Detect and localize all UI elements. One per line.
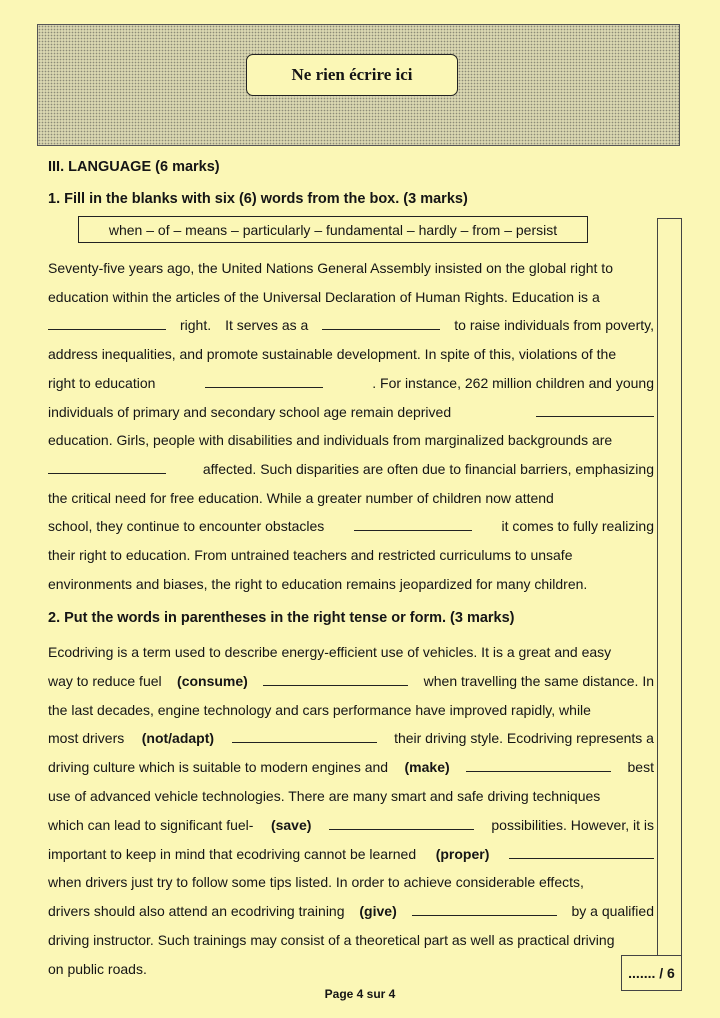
- text-segment: Ecodriving is a term used to describe energy-efficient use of vehicles. It is a great and easy: [48, 644, 612, 660]
- text-segment: right to education: [48, 374, 156, 391]
- section-title: III. LANGUAGE (6 marks): [48, 159, 220, 175]
- text-segment: the critical need for free education. While a greater number of children now attend: [48, 489, 554, 506]
- text-segment: use of advanced vehicle technologies. There are many smart and safe driving techniques: [48, 788, 601, 804]
- text-line: [48, 757, 654, 777]
- answer-blank[interactable]: [263, 671, 408, 686]
- text-line: [48, 642, 654, 662]
- text-segment: environments and biases, the right to education remains jeopardized for many children.: [48, 575, 588, 592]
- text-line: [48, 430, 654, 450]
- text-line: [48, 930, 654, 950]
- text-segment: the last decades, engine technology and cars performance have improved rapidly, while: [48, 701, 591, 718]
- text-segment: which can lead to significant fuel-: [48, 816, 254, 833]
- text-segment: education within the articles of the Universal Declaration of Human Rights. Education is a: [48, 288, 600, 305]
- text-segment: way to reduce fuel: [48, 672, 162, 689]
- answer-blank[interactable]: [48, 459, 166, 474]
- text-segment: when travelling the same distance. In: [423, 672, 654, 689]
- page-footer: Page 4 sur 4: [324, 987, 396, 1001]
- answer-blank[interactable]: [48, 315, 166, 330]
- text-segment: possibilities. However, it is: [491, 816, 654, 833]
- text-line: [48, 516, 654, 536]
- verb-prompt: (make): [404, 759, 450, 776]
- text-line: [48, 258, 654, 278]
- text-segment: their driving style. Ecodriving represents a: [394, 730, 654, 747]
- text-segment: important to keep in mind that ecodriving cannot be learned: [48, 845, 417, 862]
- text-line: [48, 959, 654, 979]
- text-line: [48, 700, 654, 720]
- answer-blank[interactable]: [322, 315, 440, 330]
- text-line: [48, 786, 654, 806]
- answer-blank[interactable]: [412, 901, 557, 916]
- do-not-write-banner: [37, 24, 680, 146]
- text-segment: their right to education. From untrained teachers and restricted curriculums to unsafe: [48, 547, 573, 563]
- text-line: [48, 872, 654, 892]
- text-line: [48, 373, 654, 393]
- text-segment: right.: [179, 317, 212, 334]
- text-segment: by a qualified: [571, 903, 654, 920]
- text-line: [48, 315, 654, 335]
- verb-prompt: (proper): [435, 845, 490, 862]
- text-segment: education. Girls, people with disabilities and individuals from marginalized backgrounds are: [48, 432, 613, 449]
- text-segment: drivers should also attend an ecodriving training: [48, 903, 345, 920]
- text-segment: when drivers just try to follow some tips listed. In order to achieve considerable effects,: [48, 874, 584, 891]
- text-line: [48, 815, 654, 835]
- answer-blank[interactable]: [536, 402, 654, 417]
- answer-blank[interactable]: [205, 373, 323, 388]
- text-segment: to raise individuals from poverty,: [454, 317, 654, 334]
- text-line: [48, 844, 654, 864]
- text-segment: it comes to fully realizing: [501, 518, 654, 535]
- marking-margin-column: [657, 218, 682, 991]
- text-segment: Seventy-five years ago, the United Nations General Assembly insisted on the global right to: [48, 260, 613, 276]
- answer-blank[interactable]: [466, 757, 611, 772]
- text-line: [48, 402, 654, 422]
- text-line: [48, 488, 654, 508]
- exercise2-title: 2. Put the words in parentheses in the right tense or form. (3 marks): [48, 610, 515, 626]
- text-line: [48, 728, 654, 748]
- word-box: when – of – means – particularly – fundamental – hardly – from – persist: [78, 216, 588, 243]
- text-line: [48, 344, 654, 364]
- text-segment: affected. Such disparities are often due to financial barriers, emphasizing: [202, 460, 654, 477]
- text-segment: . For instance, 262 million children and young: [372, 374, 654, 391]
- text-segment: most drivers: [48, 730, 125, 747]
- answer-blank[interactable]: [329, 815, 474, 830]
- text-segment: driving culture which is suitable to modern engines and: [48, 759, 389, 776]
- text-line: [48, 671, 654, 691]
- exercise1-title: 1. Fill in the blanks with six (6) words from the box. (3 marks): [48, 191, 468, 207]
- text-line: [48, 287, 654, 307]
- text-segment: school, they continue to encounter obstacles: [48, 518, 325, 535]
- answer-blank[interactable]: [509, 844, 654, 859]
- text-line: [48, 901, 654, 921]
- text-segment: address inequalities, and promote sustainable development. In spite of this, violations of the: [48, 346, 617, 363]
- text-segment: It serves as a: [225, 317, 309, 334]
- banner-label: Ne rien écrire ici: [246, 54, 458, 96]
- verb-prompt: (consume): [177, 672, 248, 689]
- text-line: [48, 459, 654, 479]
- text-segment: individuals of primary and secondary school age remain deprived: [48, 403, 452, 420]
- verb-prompt: (not/adapt): [141, 730, 215, 747]
- text-line: [48, 574, 654, 594]
- verb-prompt: (save): [270, 816, 312, 833]
- text-segment: on public roads.: [48, 960, 147, 977]
- score-box: ....... / 6: [621, 955, 682, 991]
- text-segment: driving instructor. Such trainings may consist of a theoretical part as well as practical driving: [48, 932, 615, 948]
- text-line: [48, 545, 654, 565]
- answer-blank[interactable]: [232, 728, 377, 743]
- verb-prompt: (give): [359, 903, 397, 920]
- answer-blank[interactable]: [354, 516, 472, 531]
- text-segment: best: [627, 759, 654, 776]
